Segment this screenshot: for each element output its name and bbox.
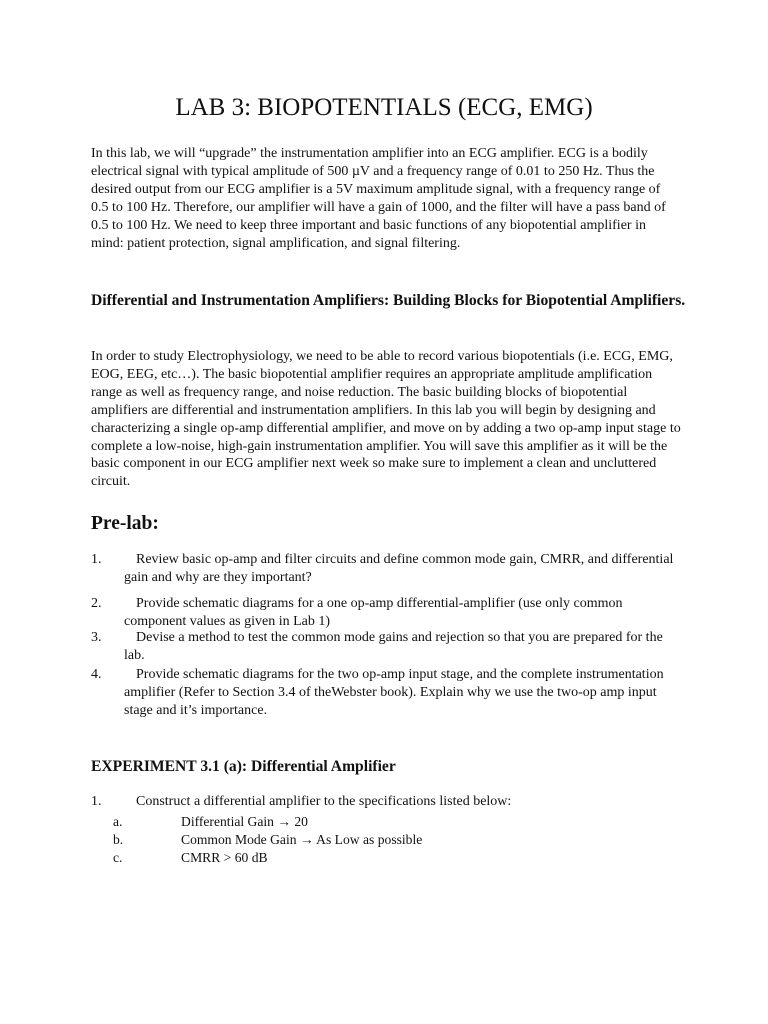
prelab-item-text: Provide schematic diagrams for the two op-amp input stage, and the complete instrumentation amplifier (Refer to Section 3.4 of theWebster book). Explain why we use the two-op amp input stage and it’s importance.: [124, 667, 664, 718]
spec-letter: b.: [113, 832, 124, 847]
spec-text: Differential Gain → 20: [181, 814, 308, 829]
experiment-heading: EXPERIMENT 3.1 (a): Differential Amplifier: [91, 758, 396, 775]
spec-text: Common Mode Gain → As Low as possible: [181, 832, 423, 847]
experiment-item-number: 1.: [91, 794, 102, 809]
prelab-item-text: Devise a method to test the common mode gains and rejection so that you are prepared for the lab.: [124, 630, 663, 663]
prelab-item-text: Provide schematic diagrams for a one op-amp differential-amplifier (use only common component values as given in Lab 1): [124, 596, 623, 629]
spec-letter: a.: [113, 814, 123, 829]
intro-paragraph: In this lab, we will “upgrade” the instrumentation amplifier into an ECG amplifier. ECG is a bodily electrical signal with typical amplitude of 500 µV and a frequency range of 0.01 to 250 Hz. Thus the desired output from our ECG amplifier is a 5V maximum amplitude signal, with a frequency range of 0.5 to 100 Hz. Therefore, our amplifier will have a gain of 1000, and the filter will have a pass band of 0.5 to 100 Hz. We need to keep three important and basic functions of any biopotential amplifier in mind: patient protection, signal amplification, and signal filtering.: [91, 146, 666, 251]
prelab-item-number: 3.: [91, 630, 102, 645]
prelab-item-text: Review basic op-amp and filter circuits and define common mode gain, CMRR, and differential gain and why are they important?: [124, 552, 674, 585]
document-title: LAB 3: BIOPOTENTIALS (ECG, EMG): [175, 94, 593, 121]
section-paragraph-amplifiers: In order to study Electrophysiology, we need to be able to record various biopotentials (i.e. ECG, EMG, EOG, EEG, etc…). The basic biopotential amplifier requires an appropriate amplitude amplification range as well as frequency range, and noise reduction. The basic building blocks of biopotential amplifiers are differential and instrumentation amplifiers. In this lab you will begin by designing and characterizing a single op-amp differential amplifier, and move on by adding a two op-amp input stage to complete a low-noise, high-gain instrumentation amplifier. You will save this amplifier as it will be the basic component in our ECG amplifier next week so make sure to implement a clean and uncluttered circuit.: [91, 349, 681, 490]
experiment-item-text: Construct a differential amplifier to the specifications listed below:: [136, 794, 512, 809]
prelab-item-number: 4.: [91, 667, 102, 682]
section-heading-amplifiers: Differential and Instrumentation Amplifiers: Building Blocks for Biopotential Amplifiers.: [91, 292, 686, 309]
prelab-heading: Pre-lab:: [91, 513, 159, 534]
spec-text: CMRR > 60 dB: [181, 850, 268, 865]
spec-letter: c.: [113, 850, 123, 865]
prelab-item-number: 1.: [91, 552, 102, 567]
prelab-item-number: 2.: [91, 596, 102, 611]
